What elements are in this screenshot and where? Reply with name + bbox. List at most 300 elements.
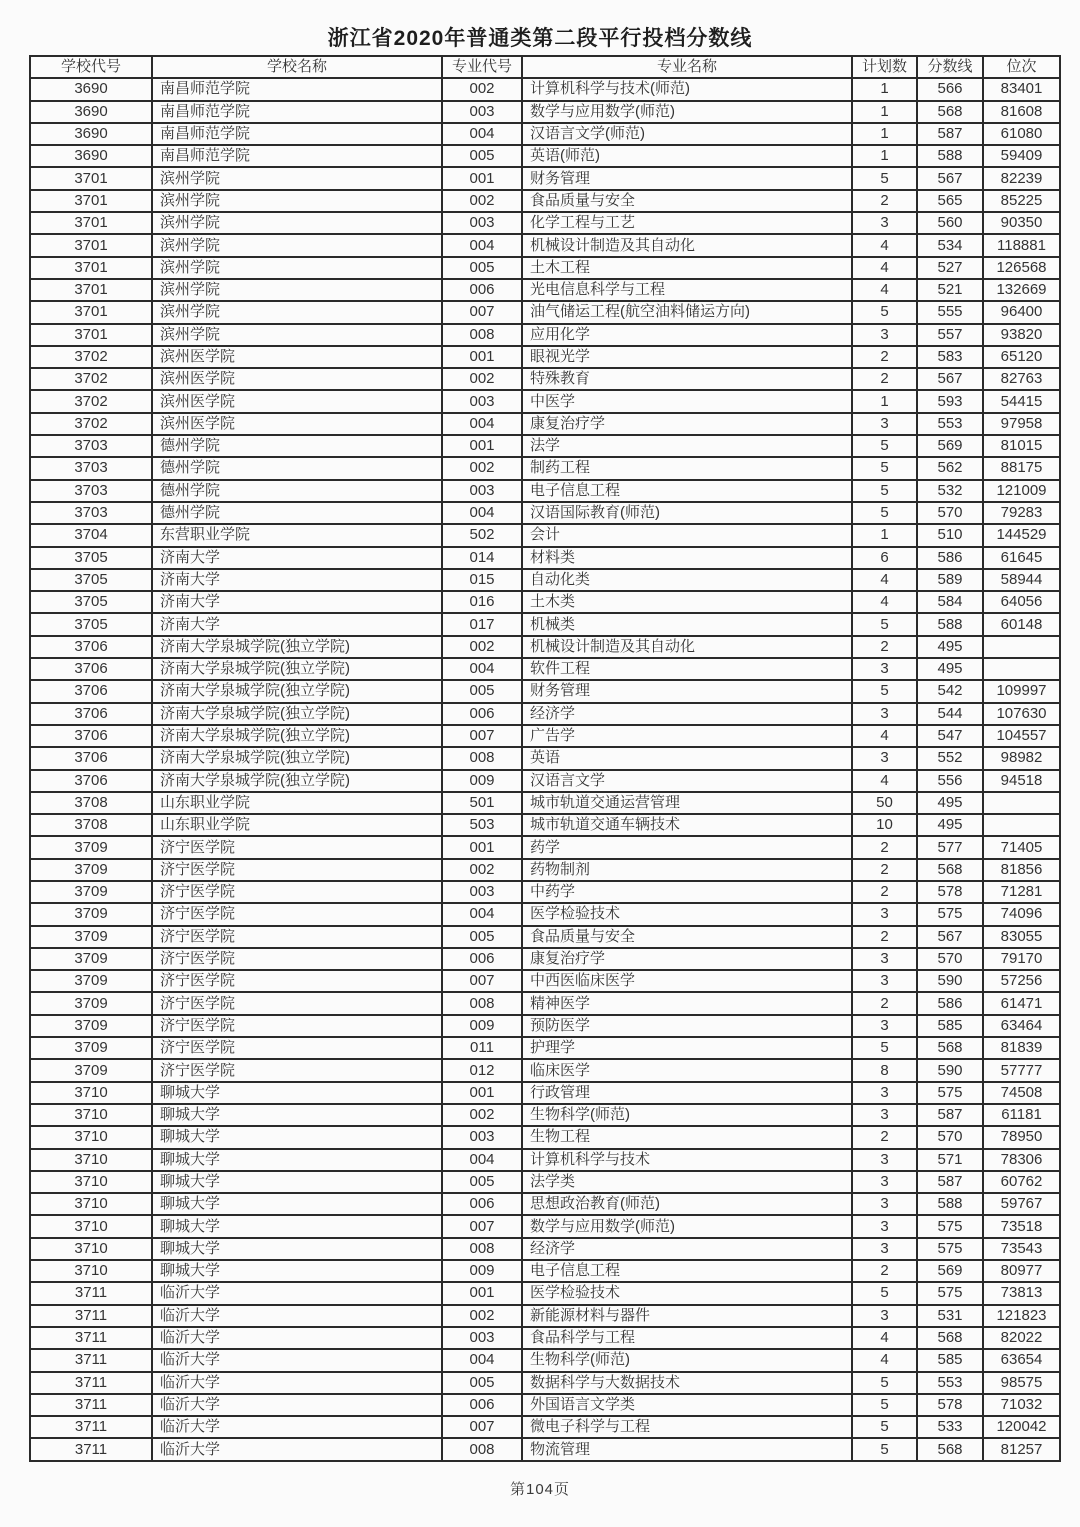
- cell-rank: 78950: [983, 1126, 1060, 1148]
- cell-school-name: 济宁医学院: [152, 859, 442, 881]
- cell-school-code: 3711: [30, 1394, 152, 1416]
- cell-major-code: 016: [442, 591, 522, 613]
- cell-score-line: 593: [917, 390, 983, 412]
- cell-score-line: 583: [917, 346, 983, 368]
- column-header-major-name: 专业名称: [522, 56, 852, 78]
- cell-plan-count: 5: [852, 680, 917, 702]
- table-row: [30, 1349, 1060, 1371]
- cell-major-code: 002: [442, 190, 522, 212]
- cell-school-name: 济宁医学院: [152, 992, 442, 1014]
- table-row: [30, 101, 1060, 123]
- cell-plan-count: 2: [852, 1260, 917, 1282]
- table-row: [30, 324, 1060, 346]
- cell-rank: 81257: [983, 1438, 1060, 1460]
- cell-major-code: 006: [442, 1394, 522, 1416]
- cell-major-name: 英语(师范): [522, 145, 852, 167]
- cell-school-name: 德州学院: [152, 480, 442, 502]
- cell-score-line: 568: [917, 1327, 983, 1349]
- cell-major-name: 机械类: [522, 613, 852, 635]
- cell-major-code: 002: [442, 78, 522, 100]
- cell-school-name: 临沂大学: [152, 1438, 442, 1460]
- cell-rank: 60762: [983, 1171, 1060, 1193]
- table-row: [30, 480, 1060, 502]
- cell-score-line: 565: [917, 190, 983, 212]
- cell-major-name: 生物工程: [522, 1126, 852, 1148]
- cell-rank: 65120: [983, 346, 1060, 368]
- cell-major-code: 004: [442, 234, 522, 256]
- cell-major-code: 003: [442, 101, 522, 123]
- cell-plan-count: 2: [852, 992, 917, 1014]
- cell-school-name: 临沂大学: [152, 1394, 442, 1416]
- cell-major-code: 006: [442, 279, 522, 301]
- cell-score-line: 531: [917, 1305, 983, 1327]
- cell-plan-count: 3: [852, 1104, 917, 1126]
- cell-plan-count: 3: [852, 1193, 917, 1215]
- table-row: [30, 368, 1060, 390]
- cell-major-code: 008: [442, 1438, 522, 1460]
- cell-plan-count: 1: [852, 390, 917, 412]
- cell-major-code: 005: [442, 1171, 522, 1193]
- cell-school-code: 3710: [30, 1082, 152, 1104]
- cell-major-name: 电子信息工程: [522, 1260, 852, 1282]
- cell-rank: 118881: [983, 234, 1060, 256]
- cell-school-code: 3711: [30, 1416, 152, 1438]
- cell-score-line: 557: [917, 324, 983, 346]
- cell-score-line: 568: [917, 1037, 983, 1059]
- cell-major-name: 护理学: [522, 1037, 852, 1059]
- cell-school-name: 临沂大学: [152, 1282, 442, 1304]
- cell-plan-count: 3: [852, 658, 917, 680]
- cell-score-line: 588: [917, 1193, 983, 1215]
- cell-major-name: 土木工程: [522, 257, 852, 279]
- cell-plan-count: 2: [852, 346, 917, 368]
- cell-school-name: 山东职业学院: [152, 792, 442, 814]
- cell-school-code: 3709: [30, 836, 152, 858]
- cell-major-name: 应用化学: [522, 324, 852, 346]
- table-row: [30, 1215, 1060, 1237]
- cell-major-name: 机械设计制造及其自动化: [522, 636, 852, 658]
- cell-plan-count: 4: [852, 279, 917, 301]
- cell-major-name: 数学与应用数学(师范): [522, 1215, 852, 1237]
- cell-plan-count: 1: [852, 101, 917, 123]
- cell-rank: 60148: [983, 613, 1060, 635]
- table-row: [30, 859, 1060, 881]
- cell-rank: 61645: [983, 547, 1060, 569]
- cell-school-name: 聊城大学: [152, 1126, 442, 1148]
- cell-school-name: 临沂大学: [152, 1416, 442, 1438]
- table-row: [30, 926, 1060, 948]
- cell-school-name: 济南大学: [152, 613, 442, 635]
- cell-rank: 82239: [983, 167, 1060, 189]
- cell-score-line: 589: [917, 569, 983, 591]
- cell-rank: 73518: [983, 1215, 1060, 1237]
- cell-rank: 82022: [983, 1327, 1060, 1349]
- cell-plan-count: 3: [852, 324, 917, 346]
- cell-school-code: 3703: [30, 435, 152, 457]
- cell-rank: 74096: [983, 903, 1060, 925]
- cell-major-code: 004: [442, 123, 522, 145]
- cell-score-line: 533: [917, 1416, 983, 1438]
- cell-plan-count: 1: [852, 78, 917, 100]
- cell-score-line: 586: [917, 992, 983, 1014]
- cell-school-name: 德州学院: [152, 457, 442, 479]
- cell-plan-count: 5: [852, 1037, 917, 1059]
- cell-major-code: 004: [442, 658, 522, 680]
- cell-rank: 98575: [983, 1372, 1060, 1394]
- cell-rank: 85225: [983, 190, 1060, 212]
- column-header-major-code: 专业代号: [442, 56, 522, 78]
- cell-score-line: 566: [917, 78, 983, 100]
- cell-rank: 80977: [983, 1260, 1060, 1282]
- cell-rank: 63464: [983, 1015, 1060, 1037]
- cell-score-line: 575: [917, 1282, 983, 1304]
- cell-school-code: 3706: [30, 658, 152, 680]
- cell-school-name: 聊城大学: [152, 1193, 442, 1215]
- cell-school-code: 3706: [30, 703, 152, 725]
- cell-major-code: 004: [442, 903, 522, 925]
- cell-school-code: 3711: [30, 1305, 152, 1327]
- cell-school-code: 3702: [30, 368, 152, 390]
- cell-rank: 81608: [983, 101, 1060, 123]
- cell-plan-count: 1: [852, 524, 917, 546]
- cell-rank: 61181: [983, 1104, 1060, 1126]
- cell-major-code: 007: [442, 970, 522, 992]
- cell-school-name: 聊城大学: [152, 1238, 442, 1260]
- cell-school-name: 济宁医学院: [152, 1015, 442, 1037]
- cell-rank: 121823: [983, 1305, 1060, 1327]
- table-row: [30, 613, 1060, 635]
- cell-school-code: 3701: [30, 167, 152, 189]
- cell-plan-count: 3: [852, 1215, 917, 1237]
- cell-school-name: 济南大学: [152, 547, 442, 569]
- cell-rank: 144529: [983, 524, 1060, 546]
- cell-major-name: 食品科学与工程: [522, 1327, 852, 1349]
- cell-rank: 73813: [983, 1282, 1060, 1304]
- cell-plan-count: 8: [852, 1059, 917, 1081]
- cell-school-name: 山东职业学院: [152, 814, 442, 836]
- cell-major-code: 005: [442, 1372, 522, 1394]
- cell-rank: 96400: [983, 301, 1060, 323]
- cell-rank: 120042: [983, 1416, 1060, 1438]
- cell-score-line: 547: [917, 725, 983, 747]
- cell-major-name: 城市轨道交通运营管理: [522, 792, 852, 814]
- cell-major-code: 005: [442, 257, 522, 279]
- cell-major-code: 003: [442, 1126, 522, 1148]
- cell-score-line: 553: [917, 1372, 983, 1394]
- cell-major-code: 005: [442, 680, 522, 702]
- cell-rank: 59767: [983, 1193, 1060, 1215]
- cell-score-line: 495: [917, 636, 983, 658]
- cell-major-name: 制药工程: [522, 457, 852, 479]
- cell-major-code: 002: [442, 1305, 522, 1327]
- cell-score-line: 569: [917, 435, 983, 457]
- cell-plan-count: 5: [852, 1394, 917, 1416]
- cell-school-name: 临沂大学: [152, 1327, 442, 1349]
- cell-school-code: 3702: [30, 346, 152, 368]
- cell-plan-count: 5: [852, 613, 917, 635]
- cell-major-name: 康复治疗学: [522, 413, 852, 435]
- cell-plan-count: 2: [852, 926, 917, 948]
- cell-score-line: 495: [917, 658, 983, 680]
- cell-score-line: 568: [917, 1438, 983, 1460]
- cell-plan-count: 3: [852, 747, 917, 769]
- cell-plan-count: 4: [852, 591, 917, 613]
- cell-rank: 83401: [983, 78, 1060, 100]
- cell-plan-count: 5: [852, 457, 917, 479]
- cell-school-name: 济南大学泉城学院(独立学院): [152, 770, 442, 792]
- cell-plan-count: 1: [852, 145, 917, 167]
- cell-rank: 64056: [983, 591, 1060, 613]
- cell-major-code: 008: [442, 747, 522, 769]
- cell-school-name: 聊城大学: [152, 1149, 442, 1171]
- cell-school-code: 3705: [30, 613, 152, 635]
- cell-rank: 57256: [983, 970, 1060, 992]
- cell-school-code: 3706: [30, 636, 152, 658]
- cell-major-name: 中西医临床医学: [522, 970, 852, 992]
- cell-school-name: 济宁医学院: [152, 970, 442, 992]
- table-row: [30, 658, 1060, 680]
- cell-rank: [983, 792, 1060, 814]
- cell-score-line: 585: [917, 1015, 983, 1037]
- cell-school-code: 3710: [30, 1171, 152, 1193]
- cell-plan-count: 4: [852, 770, 917, 792]
- cell-school-name: 济南大学泉城学院(独立学院): [152, 636, 442, 658]
- cell-school-code: 3690: [30, 123, 152, 145]
- cell-major-code: 012: [442, 1059, 522, 1081]
- cell-score-line: 555: [917, 301, 983, 323]
- cell-rank: 121009: [983, 480, 1060, 502]
- cell-school-code: 3711: [30, 1349, 152, 1371]
- cell-plan-count: 4: [852, 234, 917, 256]
- cell-major-name: 材料类: [522, 547, 852, 569]
- cell-rank: 97958: [983, 413, 1060, 435]
- cell-school-code: 3711: [30, 1282, 152, 1304]
- cell-major-name: 财务管理: [522, 680, 852, 702]
- table-row: [30, 524, 1060, 546]
- cell-plan-count: 2: [852, 636, 917, 658]
- table-row: [30, 301, 1060, 323]
- cell-major-name: 医学检验技术: [522, 903, 852, 925]
- table-row: [30, 703, 1060, 725]
- cell-major-code: 003: [442, 212, 522, 234]
- cell-major-name: 软件工程: [522, 658, 852, 680]
- cell-major-name: 数学与应用数学(师范): [522, 101, 852, 123]
- table-row: [30, 1327, 1060, 1349]
- cell-school-code: 3709: [30, 881, 152, 903]
- cell-major-code: 006: [442, 1193, 522, 1215]
- cell-major-name: 汉语言文学: [522, 770, 852, 792]
- cell-school-name: 济宁医学院: [152, 948, 442, 970]
- cell-major-name: 法学: [522, 435, 852, 457]
- cell-school-name: 德州学院: [152, 502, 442, 524]
- cell-rank: 63654: [983, 1349, 1060, 1371]
- cell-score-line: 585: [917, 1349, 983, 1371]
- cell-plan-count: 4: [852, 257, 917, 279]
- cell-rank: 93820: [983, 324, 1060, 346]
- cell-major-name: 特殊教育: [522, 368, 852, 390]
- cell-school-name: 济南大学: [152, 591, 442, 613]
- cell-major-code: 501: [442, 792, 522, 814]
- cell-major-code: 009: [442, 1260, 522, 1282]
- column-header-school-name: 学校名称: [152, 56, 442, 78]
- cell-score-line: 588: [917, 613, 983, 635]
- cell-plan-count: 5: [852, 480, 917, 502]
- cell-major-code: 001: [442, 1082, 522, 1104]
- cell-score-line: 575: [917, 1238, 983, 1260]
- cell-score-line: 542: [917, 680, 983, 702]
- cell-plan-count: 10: [852, 814, 917, 836]
- cell-rank: 73543: [983, 1238, 1060, 1260]
- cell-rank: 98982: [983, 747, 1060, 769]
- cell-major-code: 007: [442, 1416, 522, 1438]
- cell-school-name: 聊城大学: [152, 1260, 442, 1282]
- table-row: [30, 1015, 1060, 1037]
- cell-school-name: 济南大学泉城学院(独立学院): [152, 703, 442, 725]
- cell-school-name: 南昌师范学院: [152, 123, 442, 145]
- cell-school-name: 济宁医学院: [152, 1037, 442, 1059]
- cell-school-code: 3701: [30, 190, 152, 212]
- cell-school-name: 德州学院: [152, 435, 442, 457]
- cell-major-code: 006: [442, 948, 522, 970]
- cell-major-code: 009: [442, 1015, 522, 1037]
- cell-score-line: 568: [917, 101, 983, 123]
- cell-major-name: 会计: [522, 524, 852, 546]
- cell-rank: 79170: [983, 948, 1060, 970]
- cell-major-name: 食品质量与安全: [522, 926, 852, 948]
- cell-major-code: 001: [442, 435, 522, 457]
- table-row: [30, 190, 1060, 212]
- cell-major-code: 014: [442, 547, 522, 569]
- cell-major-name: 临床医学: [522, 1059, 852, 1081]
- cell-rank: 88175: [983, 457, 1060, 479]
- cell-major-name: 预防医学: [522, 1015, 852, 1037]
- table-row: [30, 1416, 1060, 1438]
- cell-major-code: 002: [442, 457, 522, 479]
- cell-plan-count: 6: [852, 547, 917, 569]
- cell-rank: [983, 658, 1060, 680]
- cell-school-code: 3711: [30, 1372, 152, 1394]
- cell-major-code: 011: [442, 1037, 522, 1059]
- page-title: 浙江省2020年普通类第二段平行投档分数线: [327, 27, 753, 50]
- cell-school-name: 济宁医学院: [152, 926, 442, 948]
- cell-school-name: 滨州学院: [152, 301, 442, 323]
- cell-score-line: 495: [917, 814, 983, 836]
- cell-school-name: 滨州医学院: [152, 413, 442, 435]
- table-row: [30, 279, 1060, 301]
- cell-school-name: 济南大学泉城学院(独立学院): [152, 747, 442, 769]
- cell-school-code: 3711: [30, 1438, 152, 1460]
- table-row: [30, 1059, 1060, 1081]
- cell-school-name: 滨州学院: [152, 190, 442, 212]
- cell-score-line: 587: [917, 123, 983, 145]
- cell-school-name: 聊城大学: [152, 1215, 442, 1237]
- cell-plan-count: 3: [852, 703, 917, 725]
- cell-school-code: 3690: [30, 145, 152, 167]
- cell-major-name: 外国语言文学类: [522, 1394, 852, 1416]
- cell-plan-count: 1: [852, 123, 917, 145]
- cell-school-name: 济宁医学院: [152, 836, 442, 858]
- table-row: [30, 1037, 1060, 1059]
- table-row: [30, 145, 1060, 167]
- cell-school-code: 3710: [30, 1149, 152, 1171]
- cell-major-name: 新能源材料与器件: [522, 1305, 852, 1327]
- cell-major-code: 002: [442, 636, 522, 658]
- cell-rank: 81856: [983, 859, 1060, 881]
- cell-score-line: 567: [917, 368, 983, 390]
- cell-plan-count: 3: [852, 1082, 917, 1104]
- cell-plan-count: 3: [852, 1305, 917, 1327]
- cell-plan-count: 5: [852, 1416, 917, 1438]
- cell-major-code: 001: [442, 836, 522, 858]
- cell-school-name: 济宁医学院: [152, 903, 442, 925]
- cell-major-name: 中药学: [522, 881, 852, 903]
- table-row: [30, 1238, 1060, 1260]
- cell-major-code: 005: [442, 926, 522, 948]
- table-row: [30, 792, 1060, 814]
- cell-school-code: 3709: [30, 970, 152, 992]
- table-row: [30, 1438, 1060, 1460]
- table-row: [30, 569, 1060, 591]
- table-row: [30, 123, 1060, 145]
- table-row: [30, 1305, 1060, 1327]
- cell-rank: 109997: [983, 680, 1060, 702]
- cell-major-code: 017: [442, 613, 522, 635]
- table-row: [30, 747, 1060, 769]
- cell-major-name: 电子信息工程: [522, 480, 852, 502]
- table-row: [30, 1372, 1060, 1394]
- cell-school-name: 济宁医学院: [152, 1059, 442, 1081]
- cell-plan-count: 3: [852, 1149, 917, 1171]
- cell-score-line: 575: [917, 1082, 983, 1104]
- cell-school-code: 3690: [30, 101, 152, 123]
- cell-school-name: 滨州学院: [152, 212, 442, 234]
- cell-school-name: 聊城大学: [152, 1171, 442, 1193]
- cell-score-line: 588: [917, 145, 983, 167]
- cell-school-name: 滨州学院: [152, 279, 442, 301]
- cell-major-name: 计算机科学与技术(师范): [522, 78, 852, 100]
- cell-score-line: 527: [917, 257, 983, 279]
- cell-plan-count: 4: [852, 569, 917, 591]
- cell-school-code: 3703: [30, 502, 152, 524]
- table-row: [30, 502, 1060, 524]
- cell-school-code: 3709: [30, 926, 152, 948]
- table-row: [30, 636, 1060, 658]
- cell-major-name: 城市轨道交通车辆技术: [522, 814, 852, 836]
- cell-school-code: 3703: [30, 457, 152, 479]
- cell-major-code: 008: [442, 324, 522, 346]
- cell-major-code: 004: [442, 413, 522, 435]
- table-row: [30, 435, 1060, 457]
- cell-plan-count: 4: [852, 1349, 917, 1371]
- cell-major-name: 康复治疗学: [522, 948, 852, 970]
- cell-score-line: 544: [917, 703, 983, 725]
- column-header-rank: 位次: [983, 56, 1060, 78]
- cell-major-name: 眼视光学: [522, 346, 852, 368]
- cell-major-code: 003: [442, 480, 522, 502]
- column-header-score-line: 分数线: [917, 56, 983, 78]
- cell-plan-count: 2: [852, 836, 917, 858]
- table-row: [30, 1260, 1060, 1282]
- table-row: [30, 234, 1060, 256]
- cell-school-name: 滨州医学院: [152, 368, 442, 390]
- table-row: [30, 948, 1060, 970]
- table-row: [30, 970, 1060, 992]
- cell-school-name: 临沂大学: [152, 1349, 442, 1371]
- cell-school-name: 滨州学院: [152, 257, 442, 279]
- cell-rank: [983, 814, 1060, 836]
- cell-school-code: 3701: [30, 234, 152, 256]
- cell-rank: 71032: [983, 1394, 1060, 1416]
